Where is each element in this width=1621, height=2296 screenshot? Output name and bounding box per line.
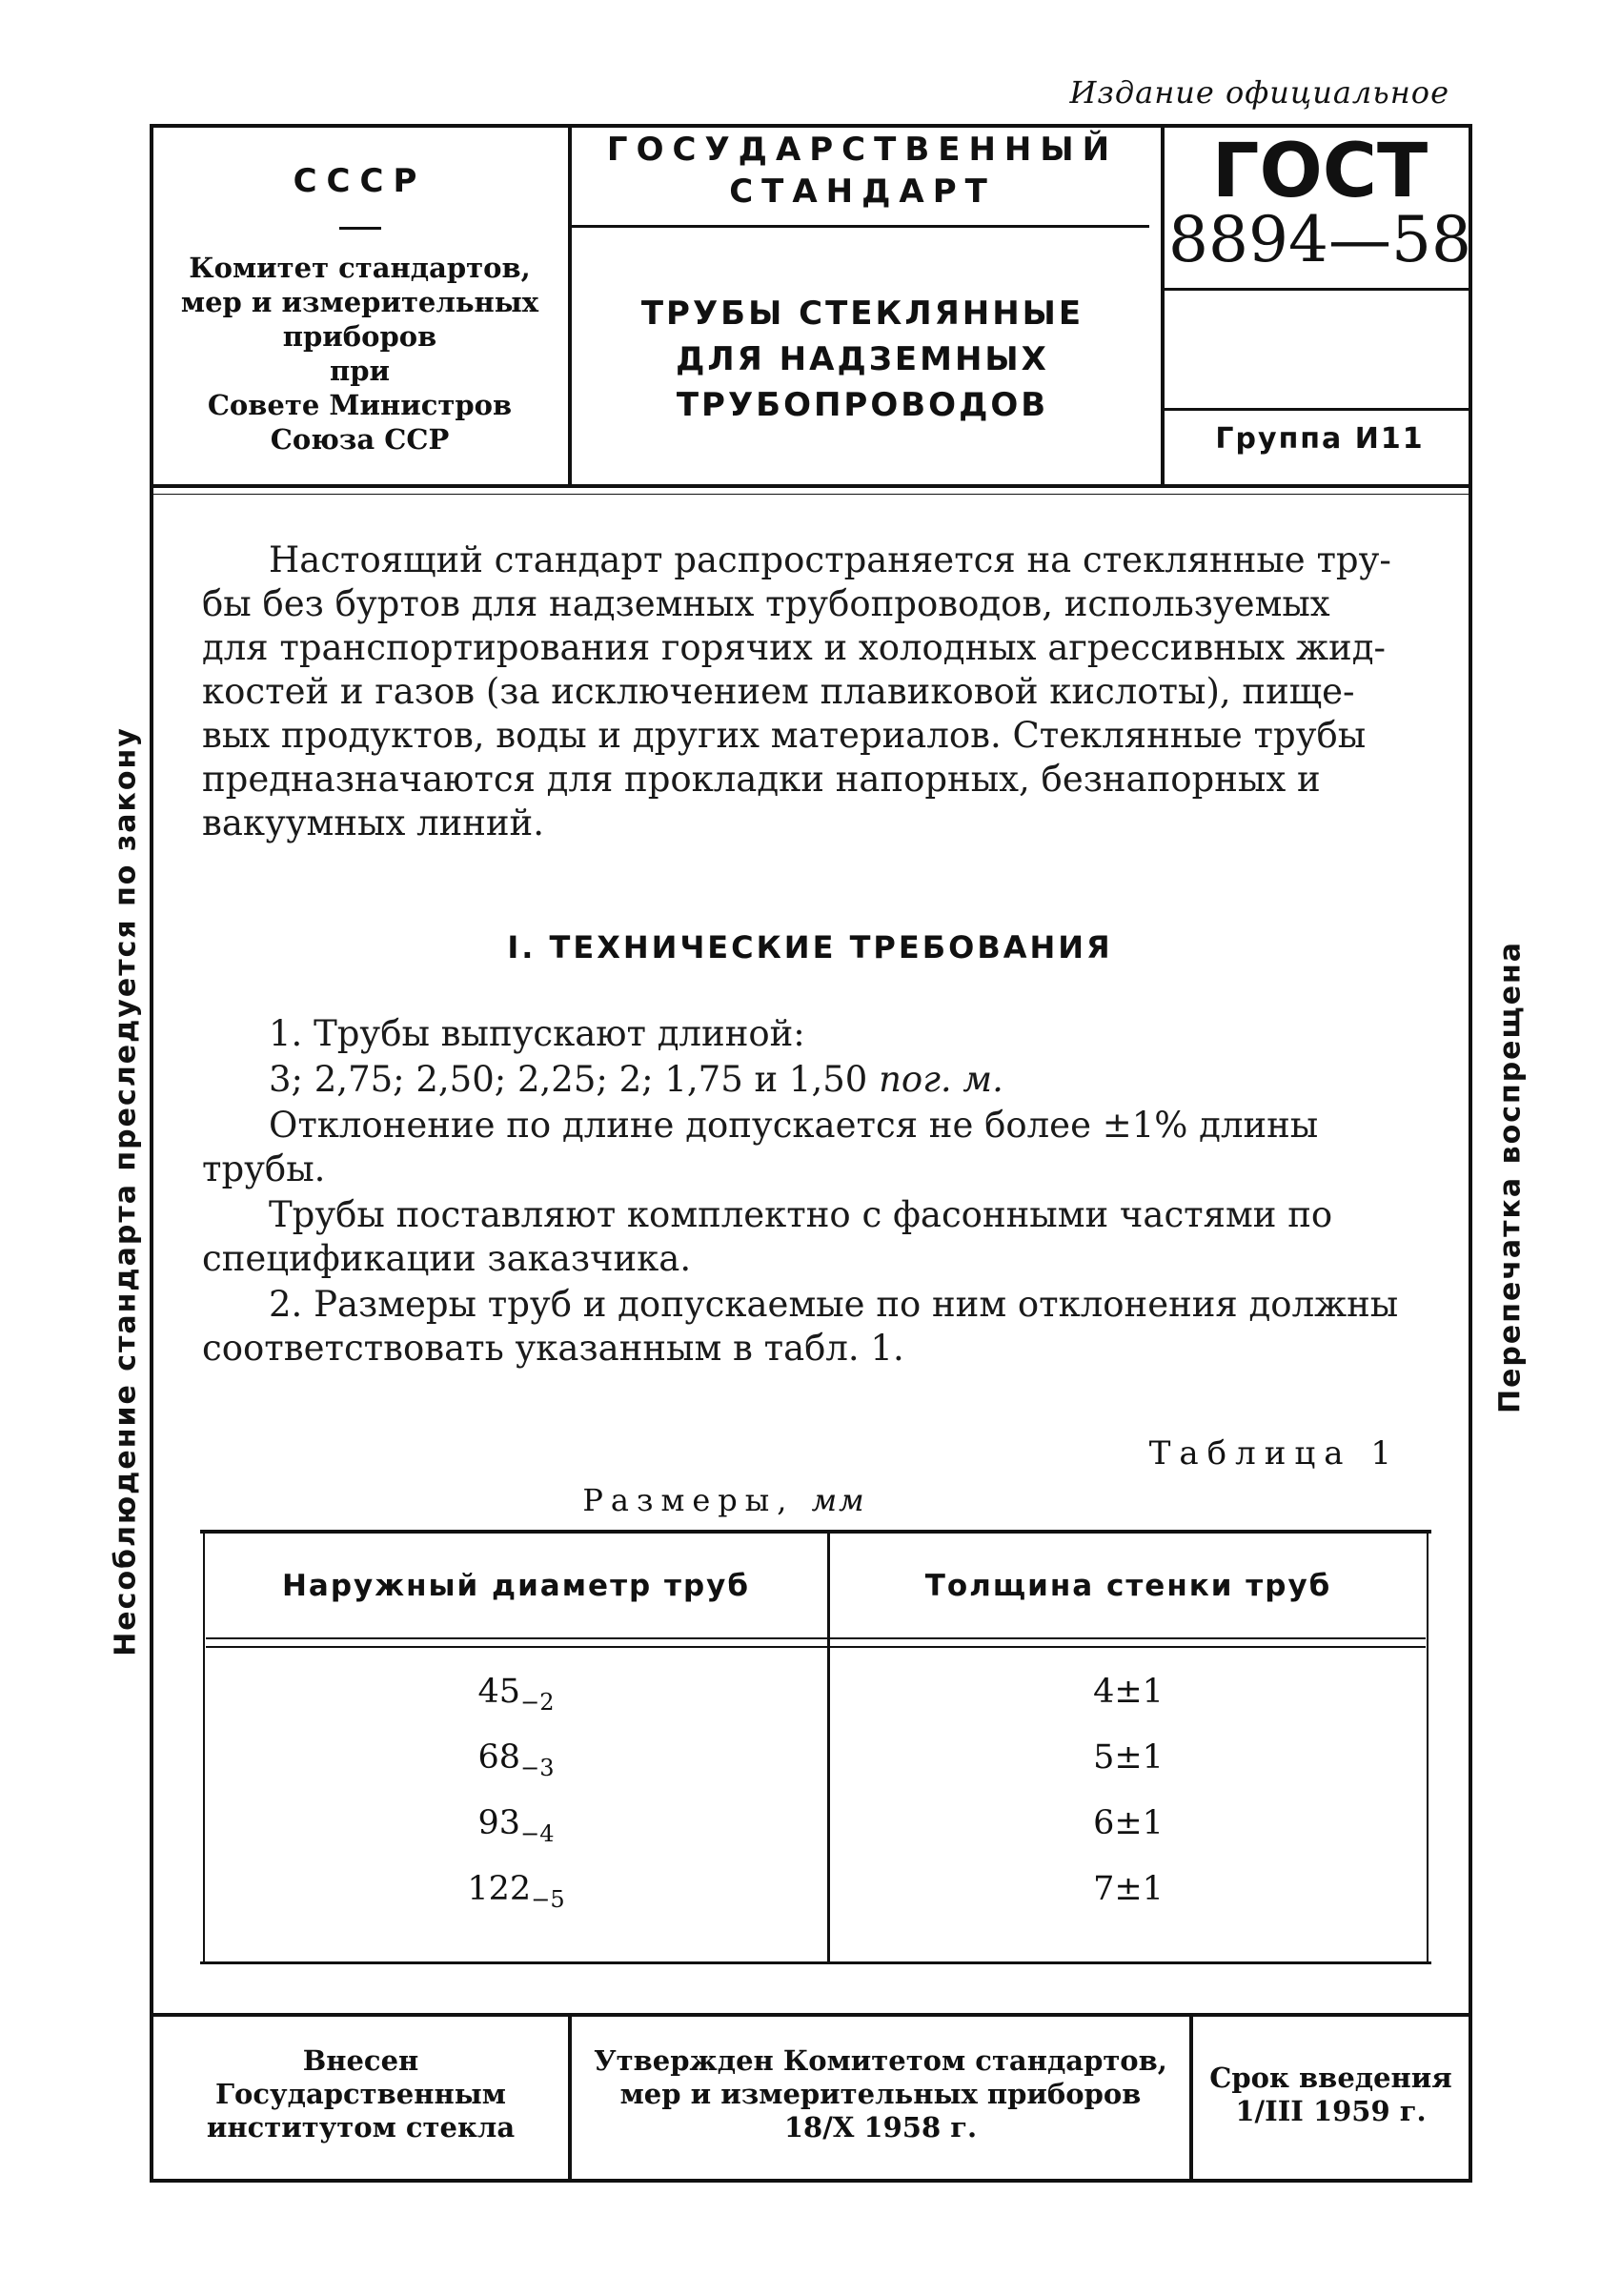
intro-line: для транспортирования горячих и холодных агрессивных жид-: [202, 627, 1386, 668]
table-row: 6±1: [1093, 1804, 1164, 1842]
gost-rule-1: [1165, 288, 1472, 291]
table-row: 5±1: [1093, 1738, 1164, 1777]
introduced-line: Государственным: [215, 2078, 506, 2110]
footer-introduced: [153, 2044, 568, 2144]
group-label: Группа И11: [1215, 422, 1425, 456]
intro-line: предназначаются для прокладки напорных, безнапорных и: [202, 759, 1321, 800]
header-mid-rule: [572, 225, 1149, 228]
clause-2: [202, 1283, 1431, 1371]
committee-line: Комитет стандартов,: [189, 252, 531, 284]
document-title: [577, 291, 1148, 428]
header-divider-left: [568, 128, 572, 484]
header-bottom-rule-thin: [150, 494, 1472, 495]
committee-line: приборов: [282, 320, 437, 353]
cell-diameter: 45: [477, 1673, 521, 1711]
footer-top-rule: [150, 2013, 1472, 2017]
country-label: СССР: [293, 162, 427, 200]
header-divider-right: [1161, 128, 1165, 484]
length-values: 3; 2,75; 2,50; 2,25; 2; 1,75 и 1,50: [269, 1059, 868, 1100]
clause-1-deviation: [202, 1104, 1431, 1191]
cell-diameter: 93: [477, 1804, 521, 1842]
effective-line: Срок введения: [1209, 2062, 1452, 2094]
introduced-line: институтом стекла: [206, 2111, 516, 2144]
standard-type-line: ГОСУДАРСТВЕННЫЙ: [606, 131, 1119, 169]
title-line: ТРУБЫ СТЕКЛЯННЫЕ: [640, 295, 1084, 333]
deviation-line: Отклонение по длине допускается не более ±1% длины: [269, 1105, 1319, 1146]
table-caption: Таблица 1: [1148, 1434, 1400, 1473]
clause-1-supply: [202, 1193, 1431, 1281]
intro-line: Настоящий стандарт распространяется на стеклянные тру-: [269, 539, 1391, 580]
intro-line: вакуумных линий.: [202, 803, 544, 843]
cell-diameter: 122: [467, 1870, 532, 1908]
table-row: [205, 1804, 827, 1847]
page-border-left: [150, 124, 153, 2183]
table-row: [205, 1738, 827, 1781]
cell-tolerance: −5: [531, 1886, 565, 1913]
header-left: [157, 162, 562, 457]
header-top-rule: [150, 124, 1472, 128]
edition-note: Издание официальное: [1069, 74, 1449, 111]
committee-line: мер и измерительных: [180, 286, 539, 318]
header-bottom-rule: [150, 484, 1472, 488]
standard-type-line: СТАНДАРТ: [729, 173, 996, 211]
clause-1-values: [202, 1058, 1431, 1102]
units-label: Размеры,: [582, 1482, 795, 1518]
gost-number: 8894—58: [1168, 203, 1471, 276]
effective-line: 1/III 1959 г.: [1235, 2095, 1427, 2127]
clause-1-head: 1. Трубы выпускают длиной:: [269, 1013, 805, 1054]
supply-line: спецификации заказчика.: [202, 1238, 692, 1279]
introduced-line: Внесен: [302, 2044, 419, 2077]
table-border-right: [1427, 1534, 1429, 1961]
dash-divider: [339, 227, 381, 230]
table-header-wall: Толщина стенки труб: [924, 1569, 1332, 1603]
committee-line: Союза ССР: [270, 423, 450, 456]
clause-2-line: соответствовать указанным в табл. 1.: [202, 1328, 904, 1369]
gost-label: ГОСТ: [1211, 129, 1429, 214]
table-row: [205, 1870, 827, 1913]
side-note-law: Несоблюдение стандарта преследуется по закону: [109, 726, 143, 1656]
intro-line: бы без буртов для надземных трубопроводов, используемых: [202, 583, 1330, 624]
intro-line: костей и газов (за исключением плавиковой кислоты), пище-: [202, 671, 1355, 712]
table-top-rule: [200, 1530, 1431, 1534]
section-title: I. ТЕХНИЧЕСКИЕ ТРЕБОВАНИЯ: [507, 929, 1113, 965]
units-value: мм: [811, 1482, 866, 1518]
table-row: [205, 1673, 827, 1716]
title-line: ТРУБОПРОВОДОВ: [676, 386, 1049, 424]
footer-bottom-rule: [150, 2179, 1472, 2183]
table-row: 7±1: [1093, 1870, 1164, 1908]
supply-line: Трубы поставляют комплектно с фасонными частями по: [269, 1194, 1333, 1235]
title-line: ДЛЯ НАДЗЕМНЫХ: [676, 340, 1049, 378]
intro-line: вых продуктов, воды и других материалов. Стеклянные трубы: [202, 715, 1367, 756]
cell-tolerance: −3: [520, 1755, 555, 1781]
table-header-diameter: Наружный диаметр труб: [281, 1569, 751, 1603]
table-header-rule-2: [206, 1646, 1426, 1648]
table-row: 4±1: [1093, 1673, 1164, 1711]
committee-line: при: [329, 355, 390, 387]
footer-effective: [1193, 2062, 1469, 2128]
committee-line: Совете Министров: [207, 389, 513, 421]
cell-tolerance: −2: [520, 1689, 555, 1716]
table-units: [200, 1482, 1248, 1518]
approved-line: мер и измерительных приборов: [619, 2078, 1142, 2110]
cell-diameter: 68: [477, 1738, 521, 1777]
length-unit: пог. м.: [879, 1059, 1003, 1100]
clause-2-line: 2. Размеры труб и допускаемые по ним отклонения должны: [269, 1284, 1399, 1325]
side-note-reprint: Перепечатка воспрещена: [1493, 940, 1528, 1414]
footer-approved: [572, 2044, 1189, 2144]
standard-type: [577, 129, 1148, 213]
intro-paragraph: [202, 538, 1431, 845]
approved-line: 18/X 1958 г.: [783, 2111, 978, 2144]
approved-line: Утвержден Комитетом стандартов,: [594, 2044, 1167, 2077]
cell-tolerance: −4: [520, 1820, 555, 1847]
deviation-line: трубы.: [202, 1148, 326, 1189]
table-bottom-rule: [200, 1961, 1431, 1964]
gost-rule-2: [1165, 408, 1472, 411]
table-header-rule-1: [206, 1637, 1426, 1639]
